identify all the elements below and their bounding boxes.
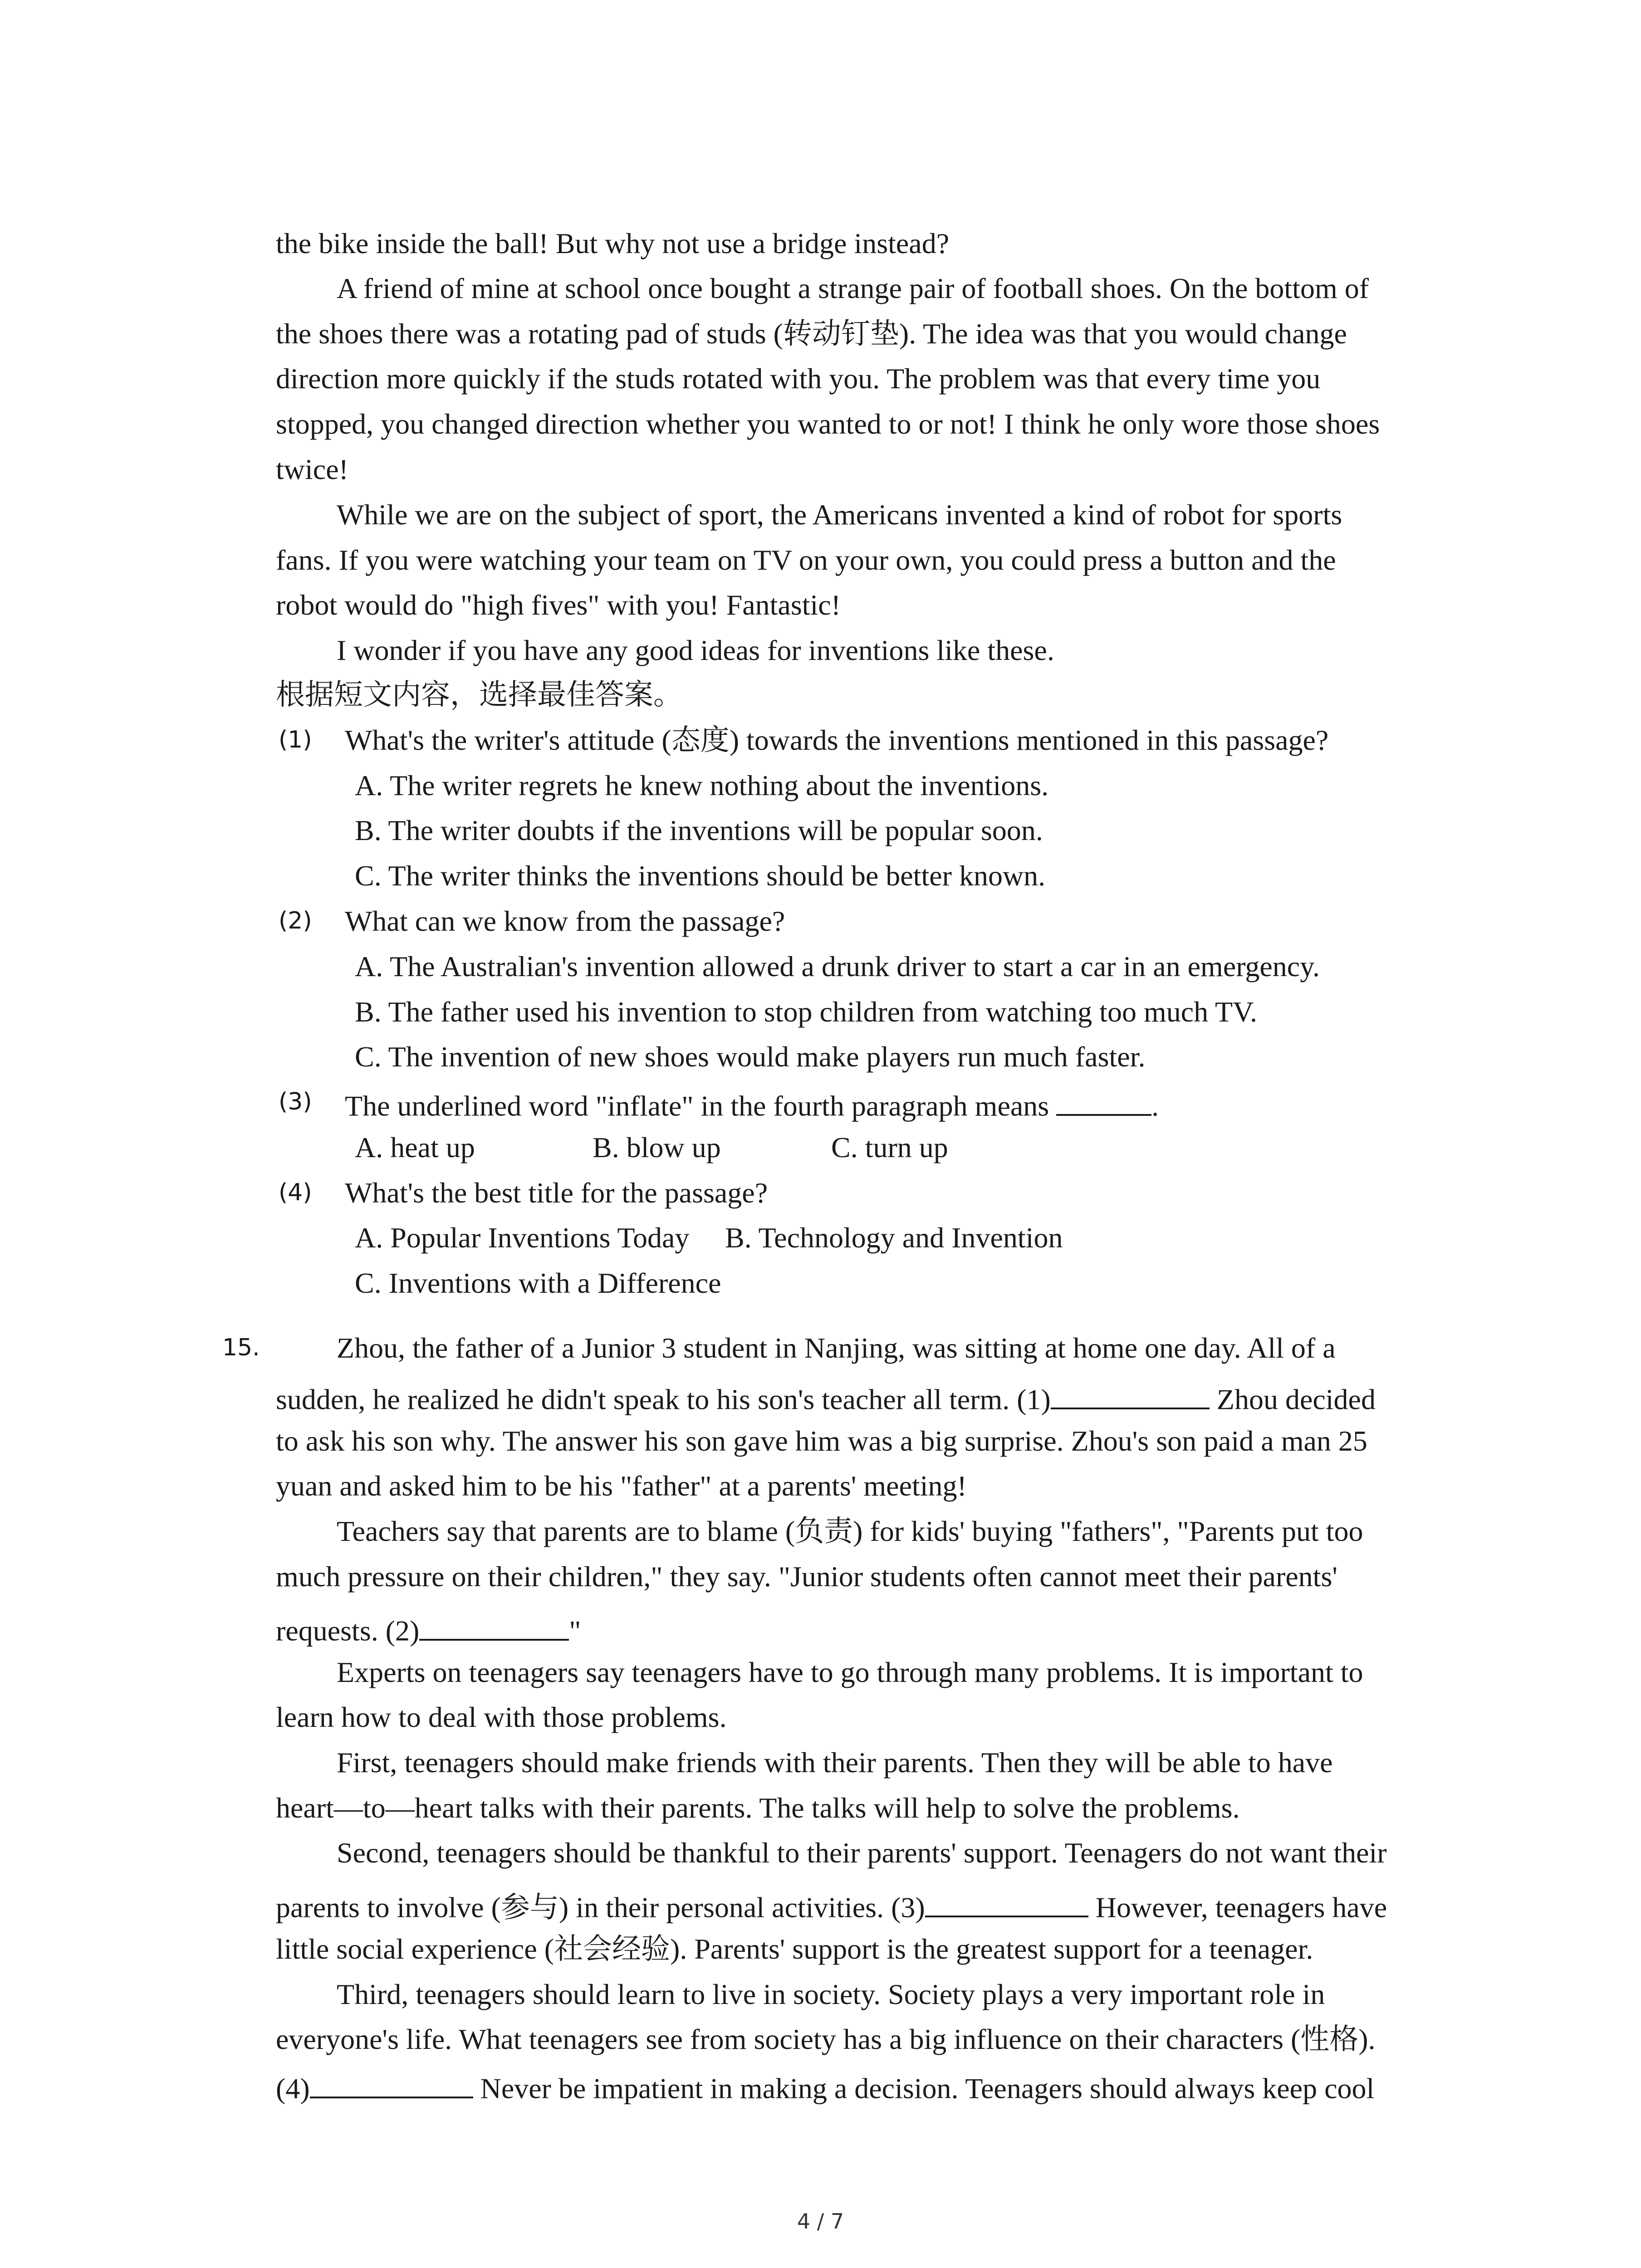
line-text: However, teenagers have [1088,1891,1387,1924]
passage-line: much pressure on their children," they say. "Junior students often cannot meet their parents' [276,1560,1337,1593]
option-a: A. heat up [355,1131,475,1163]
passage-line: learn how to deal with those problems. [276,1701,727,1733]
option-a: A. Popular Inventions Today [355,1222,690,1254]
line-text: " [569,1614,581,1647]
passage-line: fans. If you were watching your team on TV on your own, you could press a button and the [276,544,1336,576]
question-number: (2) [279,907,312,934]
passage-line: Teachers say that parents are to blame (负责) for kids' buying "fathers", "Parents put too [337,1515,1363,1547]
line-text: requests. (2) [276,1614,420,1647]
passage-line: stopped, you changed direction whether you wanted to or not! I think he only wore those shoes [276,408,1380,440]
passage-line: Second, teenagers should be thankful to their parents' support. Teenagers do not want their [337,1837,1387,1869]
stem-text: The underlined word "inflate" in the fourth paragraph means [345,1090,1057,1122]
passage-line: Zhou, the father of a Junior 3 student in Nanjing, was sitting at home one day. All of a [337,1332,1336,1364]
line-text: (4) [276,2072,310,2105]
passage-line: Experts on teenagers say teenagers have to go through many problems. It is important to [337,1656,1363,1688]
answer-blank-4 [310,2070,473,2098]
question-stem: What's the writer's attitude (态度) towards the inventions mentioned in this passage? [345,724,1329,756]
passage-number: 15. [222,1334,260,1361]
passage-line: I wonder if you have any good ideas for inventions like these. [337,634,1054,666]
line-text: Zhou decided [1209,1383,1376,1416]
option-a: A. The Australian's invention allowed a drunk driver to start a car in an emergency. [355,950,1320,982]
passage-line: While we are on the subject of sport, the Americans invented a kind of robot for sports [337,499,1342,531]
question-number: (3) [279,1088,312,1115]
answer-blank-3 [925,1889,1088,1917]
option-c: C. The invention of new shoes would make players run much faster. [355,1041,1146,1073]
passage-line [276,2070,1374,2103]
passage-line: to ask his son why. The answer his son gave him was a big surprise. Zhou's son paid a man 25 [276,1425,1367,1457]
question-number: (1) [279,726,312,753]
answer-blank-2 [419,1613,569,1641]
question-number: (4) [279,1179,312,1206]
option-a: A. The writer regrets he knew nothing about the inventions. [355,769,1049,802]
passage-line: A friend of mine at school once bought a strange pair of football shoes. On the bottom of [337,272,1369,304]
passage-line: twice! [276,453,348,485]
passage-line: the shoes there was a rotating pad of studs (转动钉垫). The idea was that you would change [276,318,1347,350]
passage-line [276,1889,1387,1922]
page-number: 4 / 7 [797,2209,844,2234]
passage-line: heart—to—heart talks with their parents. The talks will help to solve the problems. [276,1792,1240,1824]
passage-line [276,1381,1376,1414]
passage-line: robot would do "high fives" with you! Fantastic! [276,589,841,621]
option-b: B. The father used his invention to stop children from watching too much TV. [355,996,1258,1028]
answer-blank [1056,1088,1151,1116]
line-text: sudden, he realized he didn't speak to his son's teacher all term. (1) [276,1383,1051,1416]
passage-line: the bike inside the ball! But why not use a bridge instead? [276,227,950,259]
stem-end: . [1151,1090,1159,1122]
question-stem: What can we know from the passage? [345,905,785,937]
option-b: B. The writer doubts if the inventions will be popular soon. [355,814,1043,846]
answer-blank-1 [1051,1381,1210,1409]
passage-line: yuan and asked him to be his "father" at a parents' meeting! [276,1470,967,1502]
passage-line: little social experience (社会经验). Parents' support is the greatest support for a teenager. [276,1933,1313,1965]
option-b: B. Technology and Invention [725,1222,1063,1254]
question-stem: What's the best title for the passage? [345,1177,768,1209]
passage-line [276,1613,581,1646]
option-c: C. turn up [831,1131,948,1163]
passage-line: First, teenagers should make friends with their parents. Then they will be able to have [337,1746,1333,1779]
option-b: B. blow up [593,1131,721,1163]
passage-line: direction more quickly if the studs rotated with you. The problem was that every time you [276,362,1321,395]
question-stem [345,1088,1159,1121]
passage-line: Third, teenagers should learn to live in society. Society plays a very important role in [337,1978,1325,2010]
line-text: parents to involve (参与) in their personal activities. (3) [276,1891,925,1924]
line-text: Never be impatient in making a decision. Teenagers should always keep cool [473,2072,1375,2105]
option-c: C. The writer thinks the inventions should be better known. [355,860,1046,892]
option-c: C. Inventions with a Difference [355,1267,721,1299]
passage-line: everyone's life. What teenagers see from society has a big influence on their characters (性格). [276,2023,1376,2055]
instruction: 根据短文内容，选择最佳答案。 [276,679,682,711]
